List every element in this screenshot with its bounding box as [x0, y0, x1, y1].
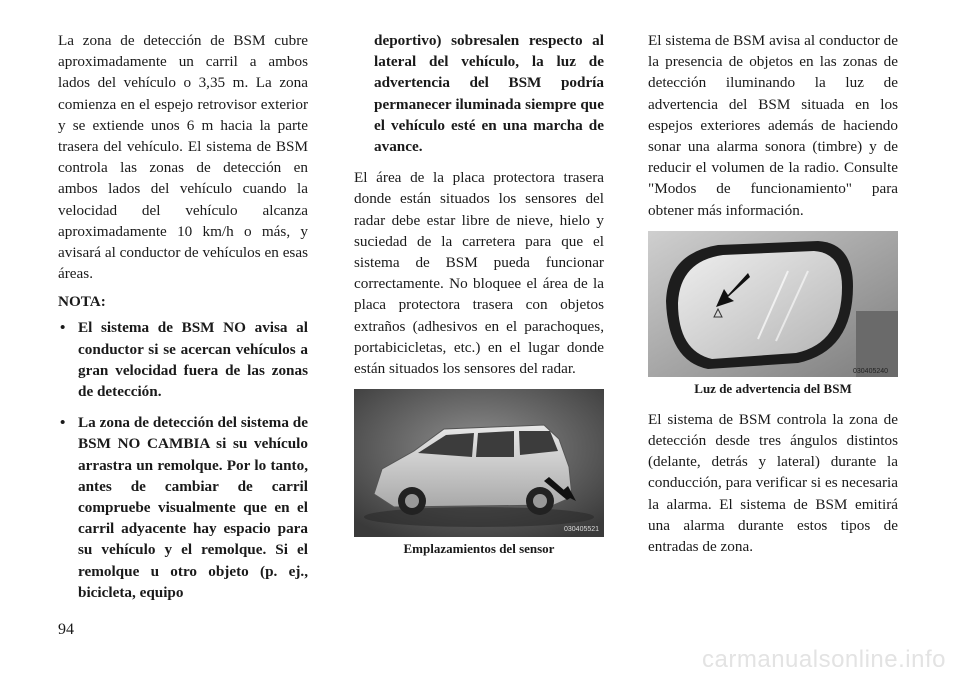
- note-heading: NOTA:: [58, 293, 106, 311]
- bullet-icon: •: [60, 414, 66, 432]
- note-item-1: [58, 317, 308, 402]
- note-item-1-text: El sistema de BSM NO avisa al conductor si se acercan vehículos a gran velocidad fuera de las zonas de detección.: [78, 319, 308, 401]
- watermark: carmanualsonline.info: [702, 646, 946, 673]
- figure-caption-warning: Luz de advertencia del BSM: [694, 380, 852, 396]
- column-middle: [354, 30, 604, 569]
- bullet-icon: •: [60, 319, 66, 337]
- note-item-2: [58, 412, 308, 603]
- figure-code: 030405240: [853, 367, 889, 375]
- figure-sensor-locations: [354, 389, 604, 537]
- paragraph-bsm-angles: El sistema de BSM controla la zona de detección desde tres ángulos distintos (delante, detrás y lateral) durante la conducción, para verificar si es necesaria la alarma. El sistema de BSM emitirá una alarma durante estos tipos de entradas de zona.: [648, 410, 898, 556]
- note-item-2-continued: deportivo) sobresalen respecto al lateral del vehículo, la luz de advertencia del BSM podría permanecer iluminada siempre que el vehículo esté en una marcha de avance.: [374, 32, 604, 156]
- figure-warning-light: [648, 231, 898, 377]
- note-item-2-text: La zona de detección del sistema de BSM NO CAMBIA si su vehículo arrastra un remolque. Por lo tanto, antes de cambiar de carril compruebe visualmente que en el carril adyacente hay espacio para su vehículo y el remolque. Si el remolque u otro objeto (p. ej., bicicleta, equipo: [78, 414, 308, 601]
- note-list: [58, 317, 308, 603]
- paragraph-rear-fascia: El área de la placa protectora trasera donde están situados los sensores del radar debe estar libre de nieve, hielo y suciedad de la carretera para que el sistema de BSM pueda funcionar correctamente. No bloquee el área de la placa protectora trasera con objetos extraños (adhesivos en el parachoques, portabicicletas, etc.) en el lugar donde están situados los sensores del radar.: [354, 169, 604, 378]
- mirror-warning-image: [648, 231, 898, 377]
- column-left: [58, 30, 308, 613]
- figure-caption-sensor: Emplazamientos del sensor: [403, 541, 555, 557]
- paragraph-bsm-warning: El sistema de BSM avisa al conductor de la presencia de objetos en las zonas de detección iluminando la luz de advertencia del BSM situada en los espejos exteriores además de haciendo sonar una alarma sonora (timbre) y de reducir el volumen de la radio. Consulte "Modos de funcionamiento" para obtener más información.: [648, 32, 898, 219]
- figure-code: 030405521: [564, 526, 600, 534]
- minivan-sensor-image: [354, 389, 604, 537]
- page-number: 94: [58, 621, 74, 638]
- paragraph-bsm-zone: La zona de detección de BSM cubre aproximadamente un carril a ambos lados del vehículo o 3,35 m. La zona comienza en el espejo retrovisor exterior y se extiende unos 6 m hacia la parte trasera del vehículo. El sistema de BSM controla las zonas de detección en ambos lados del vehículo cuando la velocidad del vehículo alcanza aproximadamente 10 km/h o más, y avisará al conductor de vehículos en esas áreas.: [58, 32, 308, 283]
- column-right: [648, 30, 898, 557]
